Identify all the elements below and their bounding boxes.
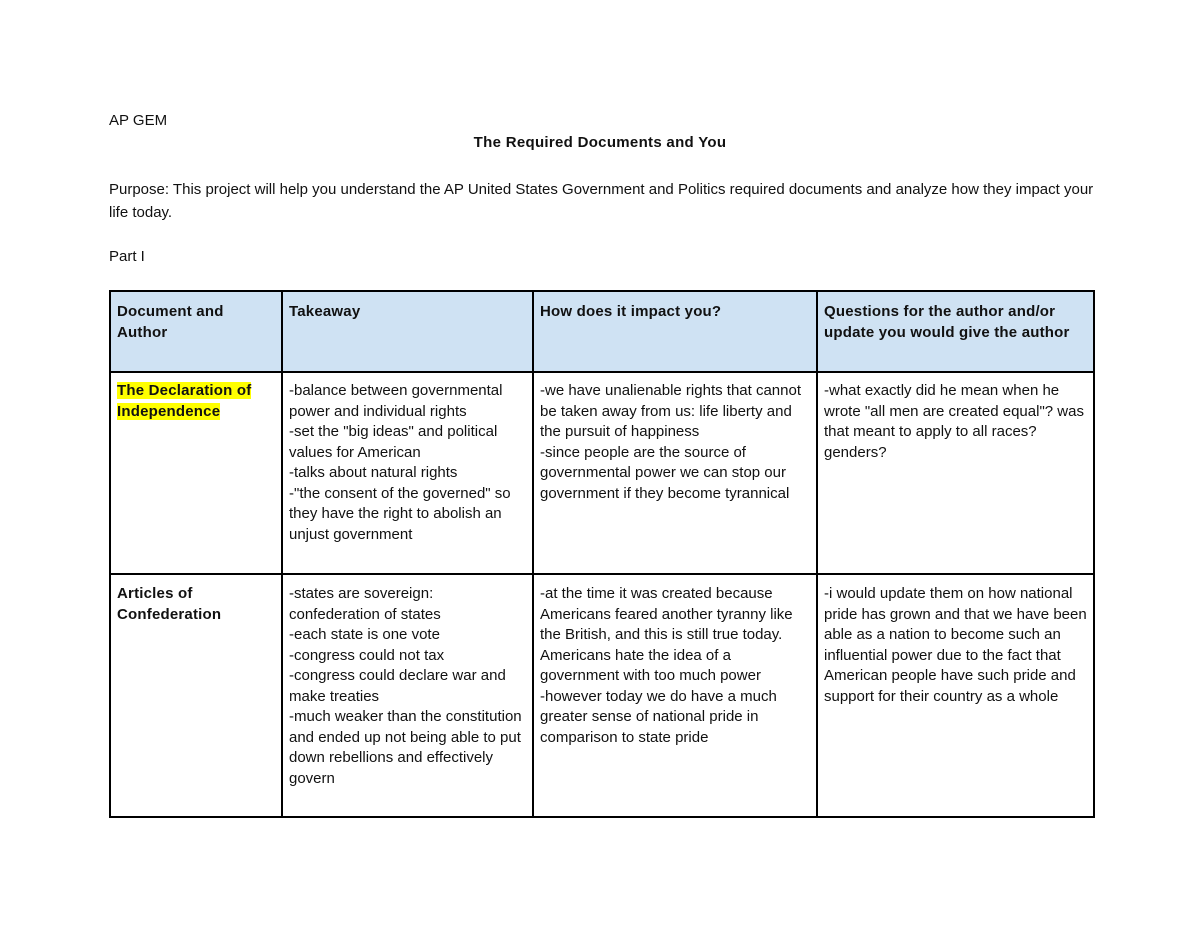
takeaway-line: -much weaker than the constitution and ended up not being able to put down rebellions and effectively govern bbox=[289, 708, 522, 787]
header-impact: How does it impact you? bbox=[533, 291, 817, 372]
header-questions: Questions for the author and/or update you would give the author bbox=[817, 291, 1094, 372]
document-cell bbox=[110, 372, 282, 574]
takeaway-cell bbox=[282, 574, 533, 817]
header-document-author: Document and Author bbox=[110, 291, 282, 372]
table-header-row bbox=[110, 291, 1094, 372]
impact-line: -since people are the source of governmental power we can stop our government if they become tyrannical bbox=[540, 443, 790, 502]
takeaway-cell bbox=[282, 372, 533, 574]
takeaway-line: -states are sovereign: confederation of states bbox=[289, 585, 441, 623]
purpose-paragraph: Purpose: This project will help you understand the AP United States Government and Politics required documents and analyze how they impact your life today. bbox=[109, 181, 1094, 221]
document-cell bbox=[110, 574, 282, 817]
takeaway-line: -congress could not tax bbox=[289, 646, 445, 664]
document-name-highlighted: The Declaration of Independence bbox=[117, 382, 252, 420]
document-name: Articles of Confederation bbox=[117, 585, 222, 623]
questions-line: -what exactly did he mean when he wrote "all men are created equal"? was that meant to apply to all races? genders? bbox=[824, 382, 1084, 461]
impact-line: -at the time it was created because Americans feared another tyranny like the British, and this is still true today. Americans hate the idea of a government with too much power bbox=[540, 585, 793, 684]
impact-cell bbox=[533, 574, 817, 817]
table-row bbox=[110, 372, 1094, 574]
takeaway-line: -"the consent of the governed" so they have the right to abolish an unjust government bbox=[289, 484, 511, 543]
questions-line: -i would update them on how national pride has grown and that we have been able as a nation to become such an influential power due to the fact that American people have such pride and support for their country as a whole bbox=[824, 585, 1087, 705]
takeaway-line: -talks about natural rights bbox=[289, 464, 458, 481]
header-takeaway: Takeaway bbox=[282, 291, 533, 372]
takeaway-line: -set the "big ideas" and political values for American bbox=[289, 423, 498, 461]
impact-cell bbox=[533, 372, 817, 574]
impact-line: -we have unalienable rights that cannot be taken away from us: life liberty and the pursuit of happiness bbox=[540, 382, 802, 440]
takeaway-line: -balance between governmental power and individual rights bbox=[289, 382, 503, 420]
documents-table bbox=[109, 290, 1095, 818]
course-name: AP GEM bbox=[109, 112, 168, 129]
table-row bbox=[110, 574, 1094, 817]
takeaway-line: -congress could declare war and make treaties bbox=[289, 667, 506, 705]
takeaway-line: -each state is one vote bbox=[289, 626, 440, 643]
questions-cell bbox=[817, 574, 1094, 817]
part-label: Part I bbox=[109, 248, 145, 265]
document-title: The Required Documents and You bbox=[473, 134, 727, 151]
questions-cell bbox=[817, 372, 1094, 574]
impact-line: -however today we do have a much greater sense of national pride in comparison to state pride bbox=[540, 687, 777, 746]
